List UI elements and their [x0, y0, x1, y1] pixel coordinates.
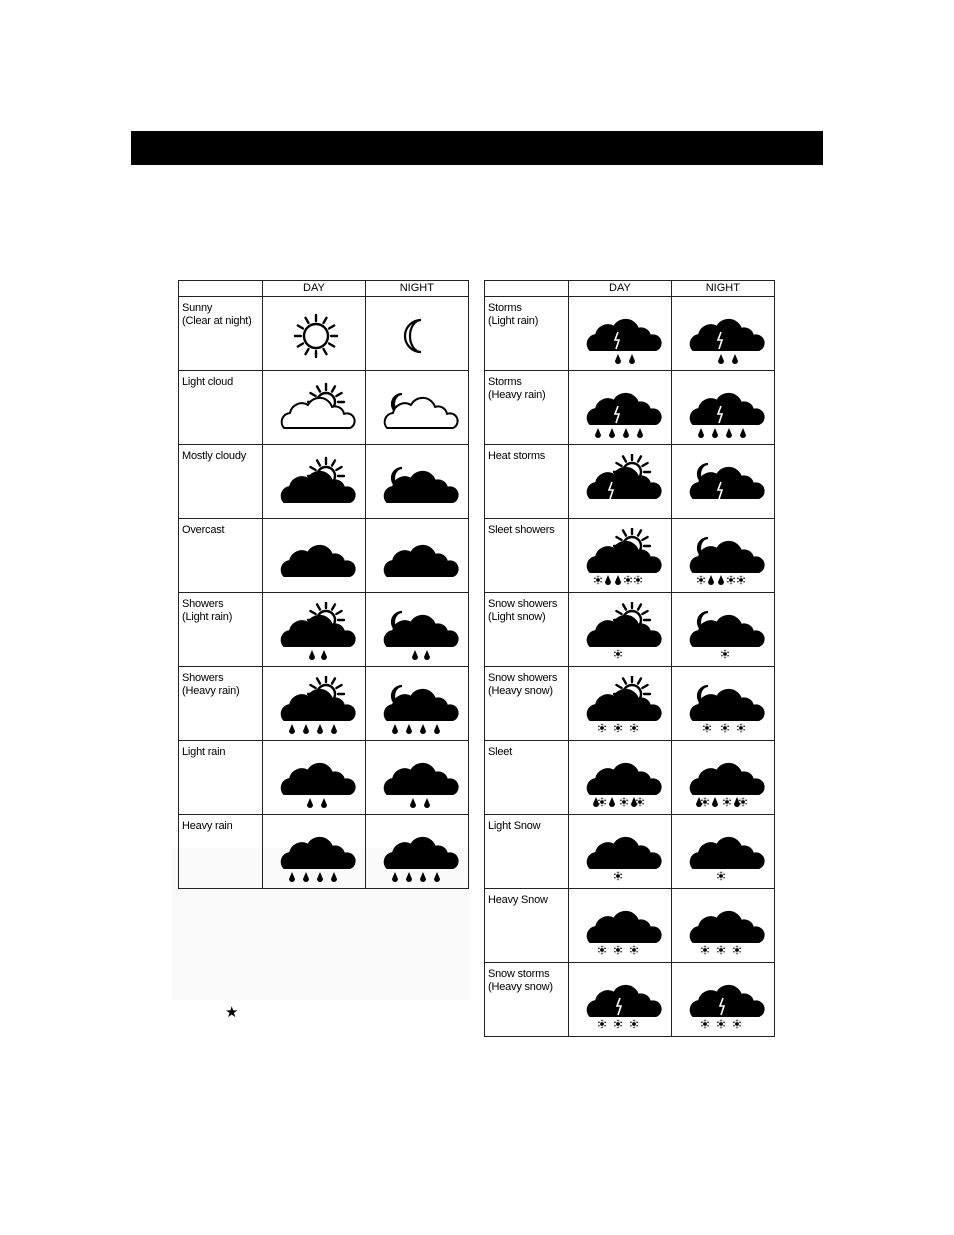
condition-name: Overcast: [182, 524, 225, 536]
condition-name: Mostly cloudy: [182, 450, 247, 462]
night-icon-cell: [671, 445, 774, 519]
condition-name: Showers: [182, 672, 224, 684]
day-icon-cell: [569, 889, 671, 963]
day-icon-cell: [569, 519, 671, 593]
table-row: [485, 371, 775, 445]
table-row: [485, 593, 775, 667]
night-icon-cell: [671, 741, 774, 815]
moon-cloud-outline-icon: [369, 380, 465, 440]
header-blank: [179, 281, 263, 297]
moon-cloud-heavy-rain-icon: [369, 676, 465, 736]
night-icon-cell: [365, 519, 468, 593]
table-row: [179, 445, 469, 519]
storm-light-rain-icon: [572, 306, 668, 366]
condition-label: [485, 667, 569, 741]
cloud-heavy-snow-icon: [675, 898, 771, 958]
table-row: [485, 297, 775, 371]
day-icon-cell: [569, 741, 671, 815]
condition-label: [485, 371, 569, 445]
day-icon-cell: [569, 297, 671, 371]
condition-label: [179, 741, 263, 815]
condition-detail: (Heavy snow): [488, 685, 553, 697]
night-icon-cell: [365, 445, 468, 519]
cloud-heavy-rain-icon: [369, 824, 465, 884]
moon-cloud-light-rain-icon: [369, 602, 465, 662]
sun-storm-icon: [572, 454, 668, 514]
table-row: [179, 371, 469, 445]
night-icon-cell: [671, 667, 774, 741]
storm-heavy-rain-icon: [675, 380, 771, 440]
night-icon-cell: [365, 297, 468, 371]
condition-name: Showers: [182, 598, 224, 610]
condition-name: Heavy Snow: [488, 894, 548, 906]
day-icon-cell: [569, 445, 671, 519]
condition-label: [485, 815, 569, 889]
condition-label: [485, 297, 569, 371]
table-row: [179, 593, 469, 667]
cloud-light-rain-icon: [266, 750, 362, 810]
night-icon-cell: [365, 371, 468, 445]
day-icon-cell: [263, 445, 365, 519]
weather-icon-table-right: [484, 280, 775, 1037]
night-icon-cell: [365, 667, 468, 741]
day-icon-cell: [569, 963, 671, 1037]
condition-label: [179, 667, 263, 741]
sun-light-snow-icon: [572, 602, 668, 662]
cloud-heavy-rain-icon: [266, 824, 362, 884]
condition-name: Heavy rain: [182, 820, 233, 832]
condition-label: [485, 889, 569, 963]
condition-label: [485, 741, 569, 815]
night-icon-cell: [671, 371, 774, 445]
condition-name: Storms: [488, 302, 522, 314]
cloud-light-rain-icon: [369, 750, 465, 810]
night-icon-cell: [671, 815, 774, 889]
sun-sleet-icon: [572, 528, 668, 588]
table-row: [179, 667, 469, 741]
condition-detail: (Heavy snow): [488, 981, 553, 993]
snow-storm-icon: [572, 972, 668, 1032]
moon-sleet-icon: [675, 528, 771, 588]
night-icon-cell: [671, 889, 774, 963]
condition-name: Light cloud: [182, 376, 234, 388]
cloud-sleet-icon: [675, 750, 771, 810]
condition-detail: (Heavy rain): [182, 685, 240, 697]
condition-detail: (Clear at night): [182, 315, 252, 327]
storm-light-rain-icon: [675, 306, 771, 366]
table-row: [485, 445, 775, 519]
moon-icon: [369, 306, 465, 366]
table-row: [179, 815, 469, 889]
condition-name: Storms: [488, 376, 522, 388]
condition-name: Snow storms: [488, 968, 550, 980]
table-row: [179, 741, 469, 815]
cloud-light-snow-icon: [572, 824, 668, 884]
table-row: [485, 963, 775, 1037]
table-row: [485, 889, 775, 963]
condition-name: Sleet showers: [488, 524, 555, 536]
moon-cloud-icon: [369, 454, 465, 514]
sun-cloud-icon: [266, 454, 362, 514]
condition-detail: (Light rain): [488, 315, 539, 327]
condition-label: [179, 297, 263, 371]
table-header-row: [179, 281, 469, 297]
table-row: [179, 519, 469, 593]
sun-cloud-outline-icon: [266, 380, 362, 440]
storm-heavy-rain-icon: [572, 380, 668, 440]
night-icon-cell: [671, 593, 774, 667]
day-icon-cell: [263, 519, 365, 593]
condition-name: Snow showers: [488, 598, 558, 610]
snow-storm-icon: [675, 972, 771, 1032]
moon-storm-icon: [675, 454, 771, 514]
table-row: [485, 519, 775, 593]
moon-light-snow-icon: [675, 602, 771, 662]
night-icon-cell: [365, 815, 468, 889]
day-icon-cell: [263, 667, 365, 741]
condition-name: Light Snow: [488, 820, 541, 832]
moon-heavy-snow-icon: [675, 676, 771, 736]
condition-label: [485, 445, 569, 519]
sun-cloud-light-rain-icon: [266, 602, 362, 662]
condition-name: Light rain: [182, 746, 226, 758]
table-row: [485, 667, 775, 741]
section-title-bar: [131, 131, 823, 165]
condition-label: [179, 371, 263, 445]
day-icon-cell: [569, 667, 671, 741]
condition-name: Sunny: [182, 302, 213, 314]
cloud-light-snow-icon: [675, 824, 771, 884]
sun-heavy-snow-icon: [572, 676, 668, 736]
condition-label: [179, 519, 263, 593]
header-day: DAY: [263, 281, 365, 297]
header-night: NIGHT: [365, 281, 468, 297]
day-icon-cell: [569, 371, 671, 445]
condition-label: [485, 963, 569, 1037]
night-icon-cell: [671, 297, 774, 371]
day-icon-cell: [263, 593, 365, 667]
condition-label: [485, 593, 569, 667]
night-icon-cell: [671, 963, 774, 1037]
day-icon-cell: [263, 741, 365, 815]
condition-name: Sleet: [488, 746, 513, 758]
table-row: [485, 815, 775, 889]
condition-detail: (Light rain): [182, 611, 233, 623]
header-night: NIGHT: [671, 281, 774, 297]
night-icon-cell: [671, 519, 774, 593]
condition-label: [179, 445, 263, 519]
night-icon-cell: [365, 741, 468, 815]
day-icon-cell: [569, 593, 671, 667]
sun-cloud-heavy-rain-icon: [266, 676, 362, 736]
day-icon-cell: [263, 815, 365, 889]
day-icon-cell: [263, 371, 365, 445]
condition-name: Heat storms: [488, 450, 546, 462]
condition-label: [179, 815, 263, 889]
day-icon-cell: [569, 815, 671, 889]
condition-label: [179, 593, 263, 667]
cloud-sleet-icon: [572, 750, 668, 810]
table-row: [179, 297, 469, 371]
cloud-heavy-snow-icon: [572, 898, 668, 958]
condition-name: Snow showers: [488, 672, 558, 684]
table-header-row: [485, 281, 775, 297]
footnote-star-marker: ★: [225, 1004, 239, 1021]
weather-icon-table-left: [178, 280, 469, 889]
cloud-icon: [266, 528, 362, 588]
table-row: [485, 741, 775, 815]
cloud-icon: [369, 528, 465, 588]
condition-detail: (Heavy rain): [488, 389, 546, 401]
night-icon-cell: [365, 593, 468, 667]
condition-detail: (Light snow): [488, 611, 546, 623]
sun-icon: [266, 306, 362, 366]
day-icon-cell: [263, 297, 365, 371]
header-day: DAY: [569, 281, 671, 297]
header-blank: [485, 281, 569, 297]
condition-label: [485, 519, 569, 593]
